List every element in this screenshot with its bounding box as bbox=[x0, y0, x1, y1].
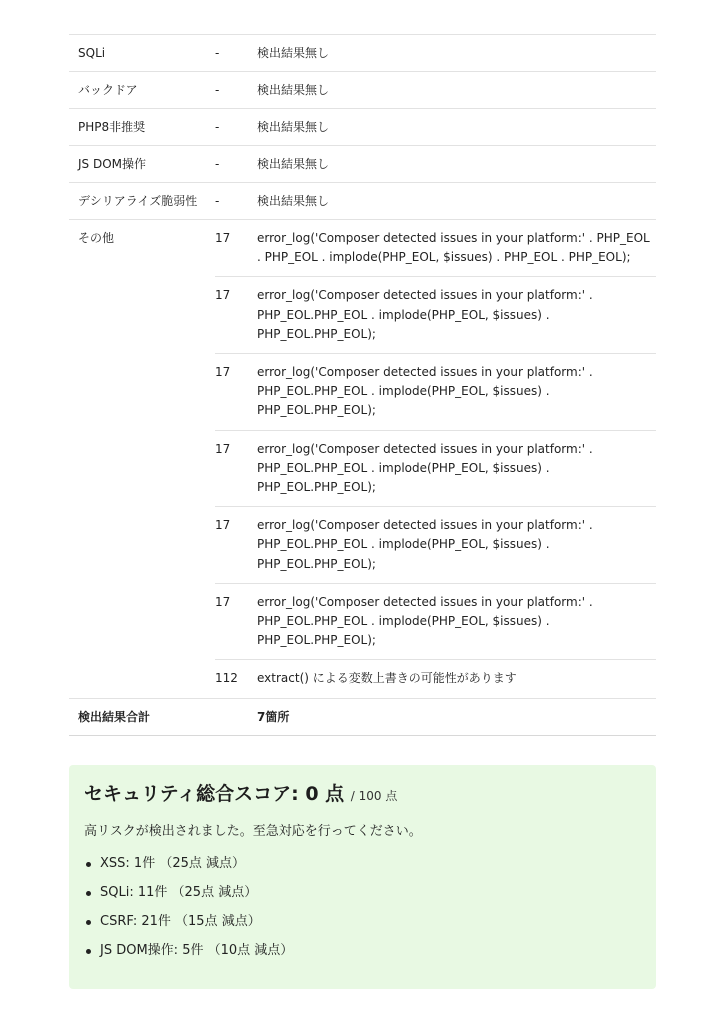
detail-cell: error_log('Composer detected issues in your platform:' . PHP_EOL.PHP_EOL . implode(PHP_EOL, $issues) . PHP_EOL.PHP_EOL); bbox=[257, 365, 593, 418]
category-cell: その他 bbox=[78, 231, 115, 245]
line-cell: 17 bbox=[215, 594, 231, 609]
results-table bbox=[69, 34, 656, 736]
total-value: 7箇所 bbox=[257, 709, 290, 724]
line-cell: 17 bbox=[215, 518, 231, 533]
table-row-other bbox=[69, 220, 656, 699]
list-item bbox=[215, 277, 656, 354]
line-cell: - bbox=[215, 83, 220, 97]
table-row bbox=[69, 35, 656, 72]
score-heading bbox=[84, 781, 641, 809]
line-cell: 17 bbox=[215, 365, 231, 380]
detail-cell: error_log('Composer detected issues in your platform:' . PHP_EOL.PHP_EOL . implode(PHP_EOL, $issues) . PHP_EOL.PHP_EOL); bbox=[257, 441, 593, 495]
table-row bbox=[69, 72, 656, 109]
detail-cell: 検出結果無し bbox=[257, 194, 330, 208]
deduction-list bbox=[84, 855, 641, 960]
detail-cell: extract() による変数上書きの可能性があります bbox=[257, 671, 517, 686]
score-title: セキュリティ総合スコア: 0 点 bbox=[84, 783, 345, 805]
table-row bbox=[69, 109, 656, 146]
line-cell: 17 bbox=[215, 231, 231, 245]
list-item bbox=[215, 584, 656, 661]
detail-cell: error_log('Composer detected issues in your platform:' . PHP_EOL.PHP_EOL . implode(PHP_EOL, $issues) . PHP_EOL.PHP_EOL); bbox=[257, 288, 593, 341]
list-item bbox=[215, 431, 656, 508]
line-cell: - bbox=[215, 46, 220, 60]
detail-cell: error_log('Composer detected issues in your platform:' . PHP_EOL.PHP_EOL . implode(PHP_EOL, $issues) . PHP_EOL.PHP_EOL); bbox=[257, 518, 593, 571]
detail-cell: 検出結果無し bbox=[257, 157, 330, 171]
category-cell: SQLi bbox=[78, 46, 106, 60]
total-label: 検出結果合計 bbox=[78, 709, 151, 724]
score-message: 高リスクが検出されました。至急対応を行ってください。 bbox=[84, 824, 422, 839]
line-cell: 17 bbox=[215, 441, 231, 456]
category-cell: デシリアライズ脆弱性 bbox=[78, 194, 198, 208]
line-cell: 112 bbox=[215, 671, 238, 686]
line-cell: - bbox=[215, 120, 220, 134]
line-cell: 17 bbox=[215, 288, 231, 303]
detail-cell: 検出結果無し bbox=[257, 120, 330, 134]
detail-cell: 検出結果無し bbox=[257, 83, 330, 97]
score-max: / 100 点 bbox=[350, 789, 398, 803]
category-cell: PHP8非推奨 bbox=[78, 120, 146, 134]
deduction-item: JS DOM操作: 5件 （10点 減点） bbox=[84, 942, 641, 960]
list-item bbox=[215, 354, 656, 431]
table-row bbox=[69, 146, 656, 183]
detail-cell: error_log('Composer detected issues in your platform:' . PHP_EOL . PHP_EOL . implode(PHP_EOL, $issues) . PHP_EOL . PHP_EOL); bbox=[257, 231, 650, 265]
detail-cell: 検出結果無し bbox=[257, 46, 330, 60]
deduction-item: CSRF: 21件 （15点 減点） bbox=[84, 913, 641, 931]
category-cell: バックドア bbox=[78, 83, 138, 97]
line-cell: - bbox=[215, 157, 220, 171]
deduction-item: SQLi: 11件 （25点 減点） bbox=[84, 884, 641, 902]
table-row bbox=[69, 183, 656, 220]
category-cell: JS DOM操作 bbox=[78, 157, 147, 171]
list-item bbox=[215, 507, 656, 584]
list-item bbox=[215, 660, 656, 697]
security-score-panel bbox=[69, 765, 656, 989]
deduction-item: XSS: 1件 （25点 減点） bbox=[84, 855, 641, 873]
detail-cell: error_log('Composer detected issues in your platform:' . PHP_EOL.PHP_EOL . implode(PHP_EOL, $issues) . PHP_EOL.PHP_EOL); bbox=[257, 594, 593, 648]
line-cell: - bbox=[215, 194, 220, 208]
total-row bbox=[69, 699, 656, 736]
other-items bbox=[215, 220, 656, 698]
list-item bbox=[215, 220, 656, 277]
line-cell bbox=[215, 699, 257, 735]
